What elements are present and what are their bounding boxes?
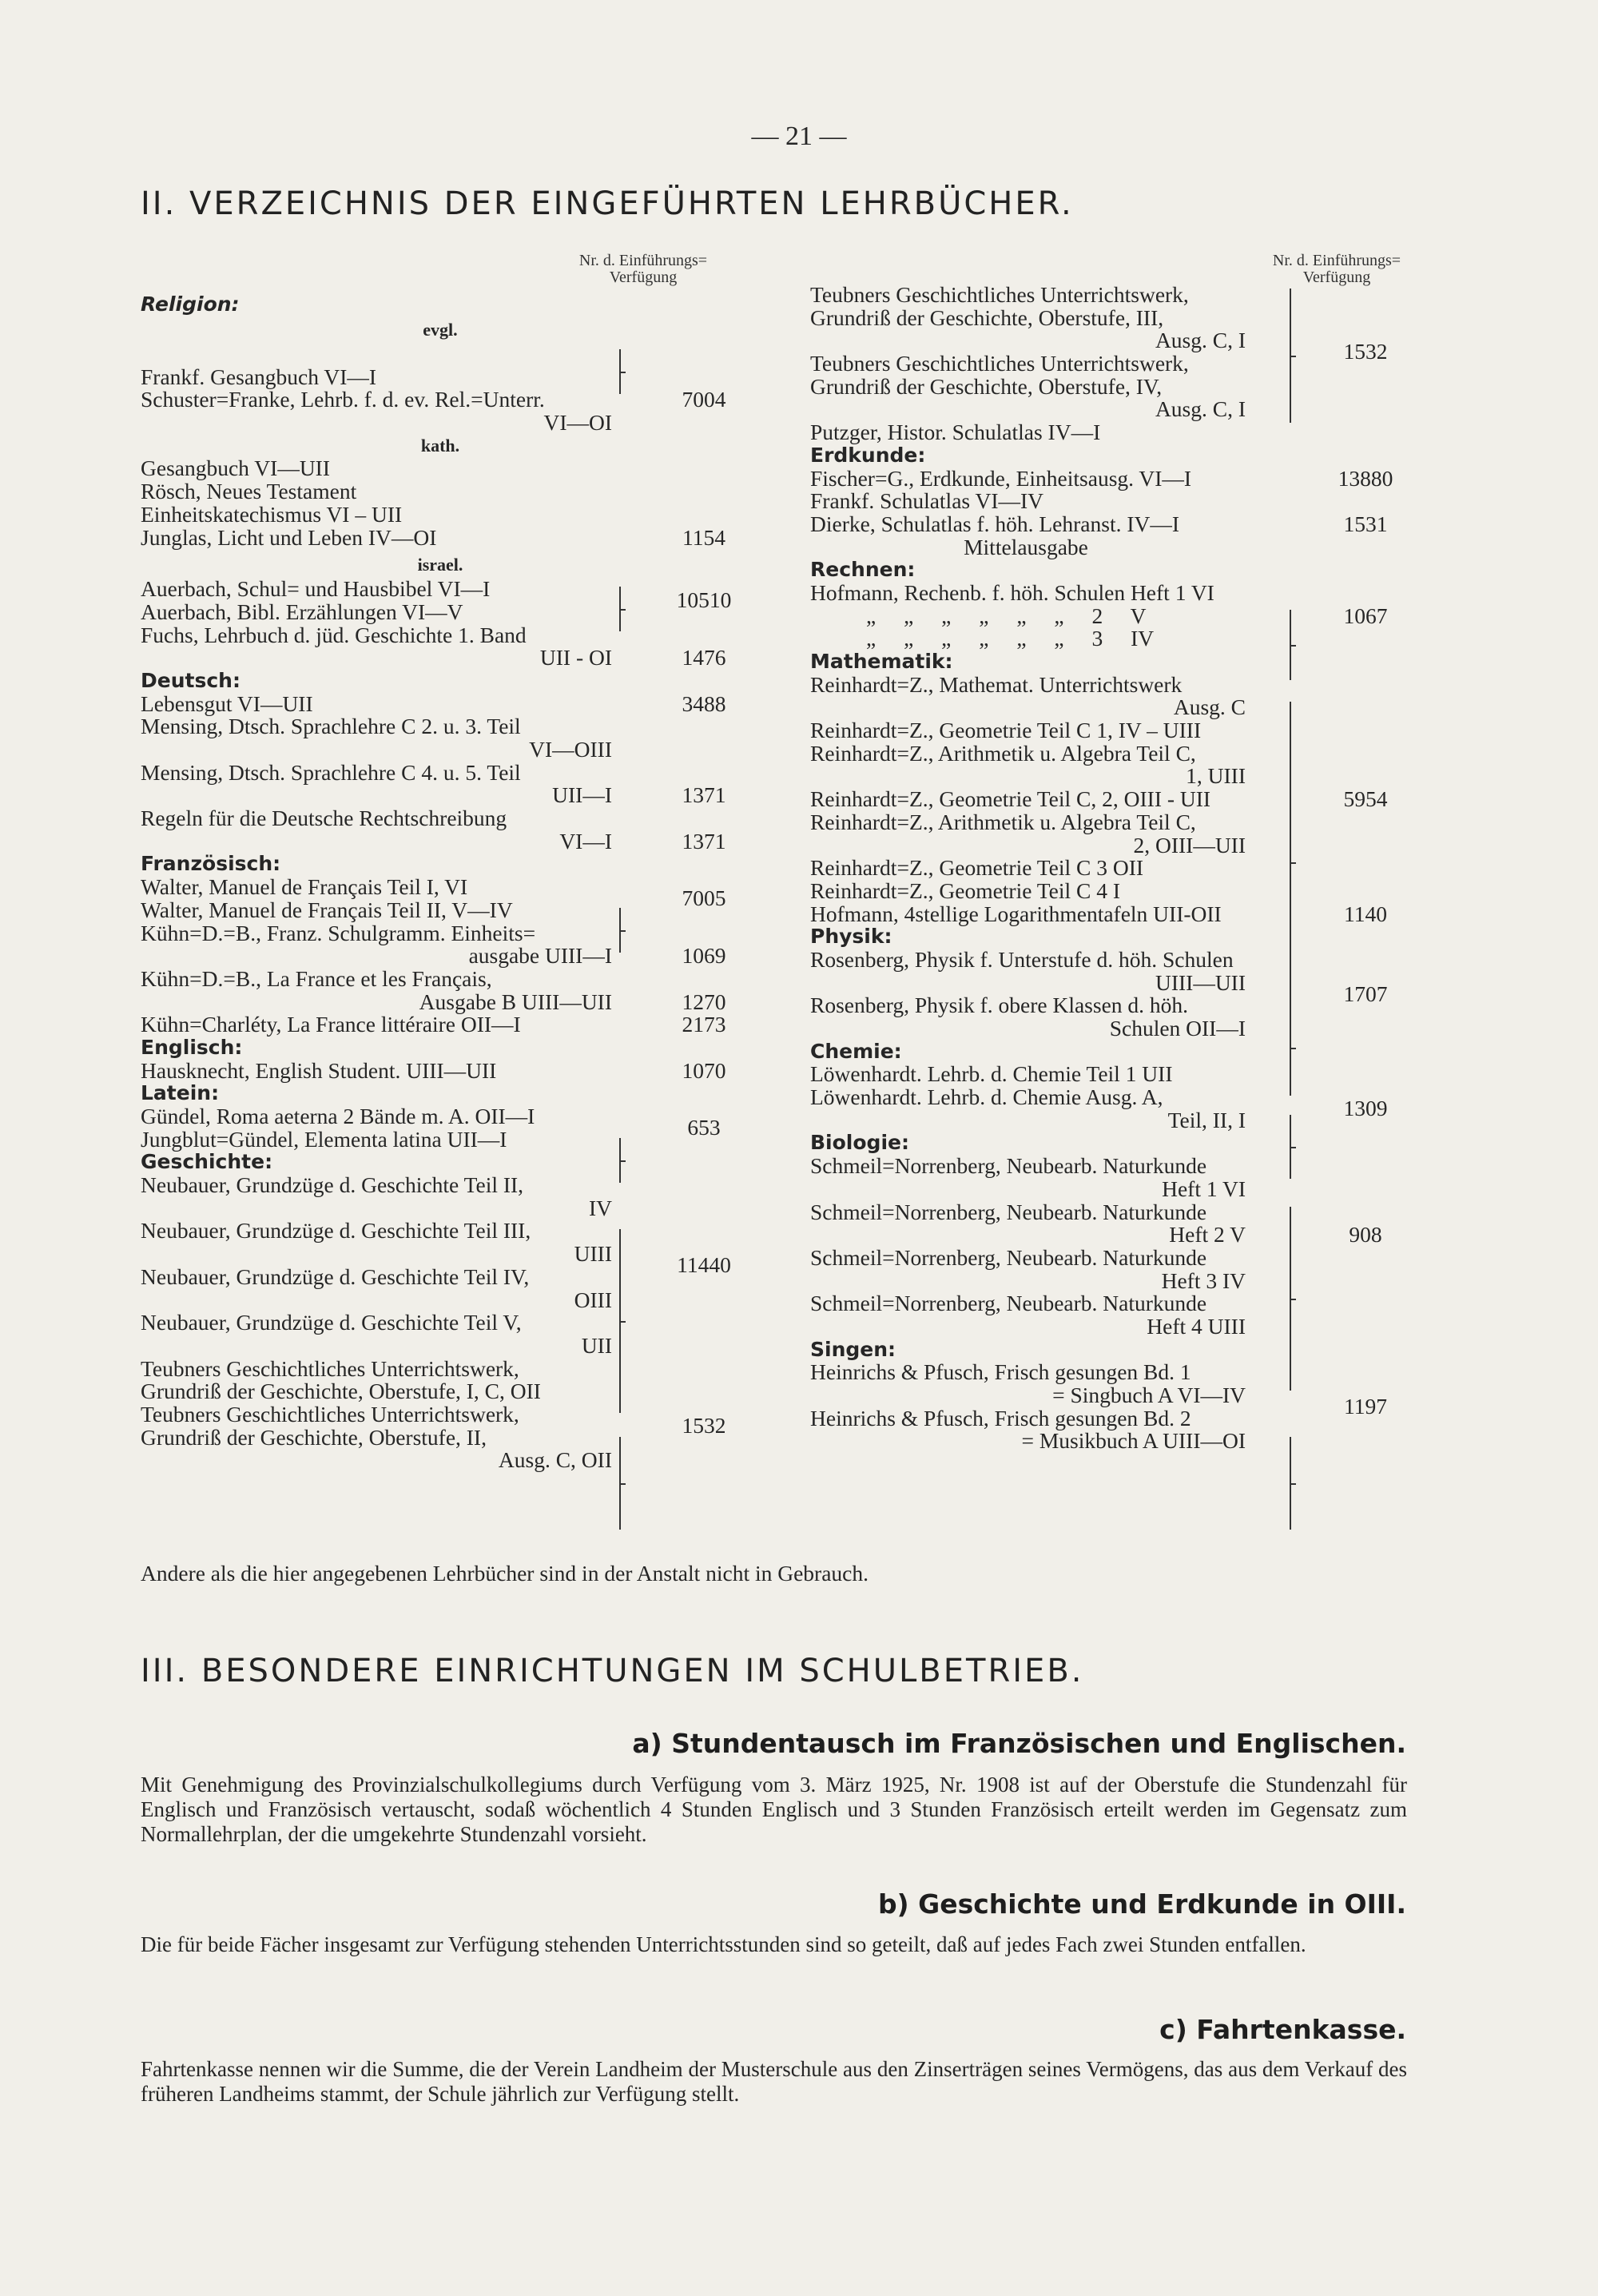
decree-number: 1707 xyxy=(1343,981,1388,1006)
book-line: Ausg. C, I xyxy=(1155,328,1246,353)
heading-physik: Physik: xyxy=(810,925,892,949)
heading-rechnen: Rechnen: xyxy=(810,558,916,582)
decree-number: 1154 xyxy=(682,524,725,550)
decree-number: 1371 xyxy=(682,782,726,808)
decree-number: 1140 xyxy=(1344,901,1387,926)
subsection-a-title: a) Stundentausch im Französischen und Englischen. xyxy=(632,1728,1406,1759)
book-line: Kühn=D.=B., La France et les Français, xyxy=(141,965,492,991)
book-line: Heinrichs & Pfusch, Frisch gesungen Bd. 2 xyxy=(810,1405,1191,1431)
subsection-c-title: c) Fahrtenkasse. xyxy=(1159,2014,1406,2045)
brace xyxy=(619,1138,621,1183)
book-line: Kühn=D.=B., Franz. Schulgramm. Einheits= xyxy=(141,920,536,945)
brace xyxy=(1290,1437,1291,1530)
decree-number: 7005 xyxy=(682,885,726,911)
book-line: Reinhardt=Z., Mathemat. Unterrichtswerk xyxy=(810,671,1183,697)
brace xyxy=(1290,1207,1291,1391)
decree-number: 653 xyxy=(687,1115,721,1140)
book-line: Reinhardt=Z., Arithmetik u. Algebra Teil C, xyxy=(810,740,1196,766)
book-line: Ausg. C, OII xyxy=(498,1447,612,1473)
book-line: Putzger, Histor. Schulatlas IV—I xyxy=(810,420,1101,445)
book-line: Hofmann, Rechenb. f. höh. Schulen Heft 1 VI xyxy=(810,579,1214,605)
decree-number: 1309 xyxy=(1343,1096,1388,1121)
heading-religion: Religion: xyxy=(141,292,240,316)
book-line: Teubners Geschichtliches Unterrichtswerk, xyxy=(141,1401,519,1427)
section-ii-title: II. VERZEICHNIS DER EINGEFÜHRTEN LEHRBÜCHER. xyxy=(141,185,1074,222)
book-line: Heft 3 IV xyxy=(1161,1267,1246,1293)
book-line: Teil, II, I xyxy=(1167,1107,1246,1132)
book-line: Kühn=Charléty, La France littéraire OII—I xyxy=(141,1012,521,1037)
book-line: Heft 4 UIII xyxy=(1147,1313,1246,1339)
decree-number: 5954 xyxy=(1343,786,1388,812)
book-line: VI—I xyxy=(559,828,612,854)
book-line: VI—OIII xyxy=(529,737,612,762)
book-line: Walter, Manuel de Français Teil I, VI xyxy=(141,874,468,900)
brace xyxy=(619,1437,621,1530)
book-line: Reinhardt=Z., Geometrie Teil C 3 OII xyxy=(810,855,1144,881)
book-line: Heft 2 V xyxy=(1169,1222,1246,1247)
book-line: Schmeil=Norrenberg, Neubearb. Naturkunde xyxy=(810,1153,1207,1179)
page-number: — 21 — xyxy=(751,121,847,151)
book-line: Frankf. Gesangbuch VI—I xyxy=(141,364,377,389)
book-line: Schuster=Franke, Lehrb. f. d. ev. Rel.=Unterr. xyxy=(141,387,545,412)
decree-number: 7004 xyxy=(682,387,726,412)
heading-englisch: Englisch: xyxy=(141,1035,243,1059)
left-column-header-line2: Verfügung xyxy=(609,269,678,286)
brace xyxy=(1290,702,1291,1023)
book-line: Junglas, Licht und Leben IV—OI xyxy=(141,524,437,550)
decree-number: 1371 xyxy=(682,828,726,854)
brace xyxy=(619,587,621,631)
book-line: Grundriß der Geschichte, Oberstufe, IV, xyxy=(810,373,1163,399)
book-line: Auerbach, Bibl. Erzählungen VI—V xyxy=(141,599,463,624)
book-line: Fuchs, Lehrbuch d. jüd. Geschichte 1. Band xyxy=(141,622,527,647)
heading-biologie: Biologie: xyxy=(810,1131,909,1155)
decree-number: 1532 xyxy=(1343,339,1388,364)
book-line: = Singbuch A VI—IV xyxy=(1052,1383,1246,1407)
book-line: Reinhardt=Z., Geometrie Teil C 4 I xyxy=(810,877,1121,903)
heading-geschichte: Geschichte: xyxy=(141,1150,273,1174)
heading-singen: Singen: xyxy=(810,1337,896,1361)
book-line: Rosenberg, Physik f. Unterstufe d. höh. Schulen xyxy=(810,946,1234,972)
footnote: Andere als die hier angegebenen Lehrbücher sind in der Anstalt nicht in Gebrauch. xyxy=(141,1561,869,1586)
book-line: Ausgabe B UIII—UII xyxy=(419,989,612,1014)
decree-number: 13880 xyxy=(1338,465,1393,491)
brace xyxy=(1290,288,1291,423)
book-line: Neubauer, Grundzüge d. Geschichte Teil III, xyxy=(141,1218,531,1244)
right-column-header-line1: Nr. d. Einführungs= xyxy=(1272,252,1401,269)
left-column-header xyxy=(559,253,727,286)
book-line: UIII xyxy=(574,1241,612,1267)
book-line: UII—I xyxy=(552,782,612,808)
book-line: Teubners Geschichtliches Unterrichtswerk, xyxy=(810,351,1189,376)
subsection-b-title: b) Geschichte und Erdkunde in OIII. xyxy=(877,1888,1406,1920)
decree-number: 10510 xyxy=(676,587,732,613)
section-iii-title: III. BESONDERE EINRICHTUNGEN IM SCHULBETRIEB. xyxy=(141,1653,1084,1689)
decree-number: 1197 xyxy=(1344,1394,1387,1419)
decree-number: 1531 xyxy=(1343,511,1388,536)
book-line: Rösch, Neues Testament xyxy=(141,479,357,504)
book-line: Hofmann, 4stellige Logarithmentafeln UII-OII xyxy=(810,901,1222,926)
book-line: UIII—UII xyxy=(1155,969,1246,995)
book-line: Teubners Geschichtliches Unterrichtswerk, xyxy=(810,282,1189,307)
book-line: Grundriß der Geschichte, Oberstufe, I, C, OII xyxy=(141,1379,541,1404)
book-line: IV xyxy=(588,1195,612,1220)
heading-chemie: Chemie: xyxy=(810,1039,902,1063)
decree-number: 3488 xyxy=(682,690,726,716)
book-line: Neubauer, Grundzüge d. Geschichte Teil II, xyxy=(141,1172,524,1198)
book-line: Lebensgut VI—UII xyxy=(141,690,313,716)
book-line: Hausknecht, English Student. UIII—UII xyxy=(141,1057,497,1083)
brace xyxy=(619,1229,621,1413)
right-column-header-line2: Verfügung xyxy=(1302,269,1371,286)
decree-number: 11440 xyxy=(677,1252,731,1278)
book-line: Schmeil=Norrenberg, Neubearb. Naturkunde xyxy=(810,1291,1207,1316)
book-line: Ausg. C, I xyxy=(1155,396,1246,422)
book-line: Schmeil=Norrenberg, Neubearb. Naturkunde xyxy=(810,1199,1207,1224)
book-line: Jungblut=Gündel, Elementa latina UII—I xyxy=(141,1126,507,1152)
book-line: Grundriß der Geschichte, Oberstufe, II, xyxy=(141,1424,487,1450)
brace xyxy=(1290,610,1291,680)
book-line: Löwenhardt. Lehrb. d. Chemie Ausg. A, xyxy=(810,1084,1163,1110)
decree-number: 1270 xyxy=(682,989,726,1014)
book-line: Neubauer, Grundzüge d. Geschichte Teil V, xyxy=(141,1310,522,1335)
book-line: = Musikbuch A UIII—OI xyxy=(1021,1428,1246,1454)
book-line: „ „ „ „ „ „ 2 V xyxy=(866,603,1147,628)
heading-deutsch: Deutsch: xyxy=(141,668,240,692)
book-line: Walter, Manuel de Français Teil II, V—IV xyxy=(141,897,513,922)
book-line: Heft 1 VI xyxy=(1162,1176,1246,1201)
brace xyxy=(619,908,621,953)
book-line: Mittelausgabe xyxy=(964,534,1088,559)
right-book-column xyxy=(810,284,1433,1453)
book-line: Fischer=G., Erdkunde, Einheitsausg. VI—I xyxy=(810,465,1192,491)
book-line: Löwenhardt. Lehrb. d. Chemie Teil 1 UII xyxy=(810,1061,1173,1087)
right-column-header xyxy=(1253,253,1421,286)
book-line: ausgabe UIII—I xyxy=(468,943,612,969)
book-line: Grundriß der Geschichte, Oberstufe, III, xyxy=(810,304,1164,330)
book-line: Auerbach, Schul= und Hausbibel VI—I xyxy=(141,576,491,602)
left-column-header-line1: Nr. d. Einführungs= xyxy=(578,252,708,269)
decree-number: 1069 xyxy=(682,943,726,969)
book-line: Mensing, Dtsch. Sprachlehre C 2. u. 3. Teil xyxy=(141,714,521,739)
book-line: Frankf. Schulatlas VI—IV xyxy=(810,488,1044,514)
subsection-b-text: Die für beide Fächer insgesamt zur Verfügung stehenden Unterrichtsstunden sind so geteilt, daß auf jedes Fach zwei Stunden entfallen. xyxy=(141,1932,1306,1956)
book-line: Ausg. C xyxy=(1173,694,1246,720)
brace xyxy=(1290,1000,1291,1096)
decree-number: 1532 xyxy=(682,1412,726,1438)
decree-number: 1070 xyxy=(682,1057,726,1083)
decree-number: 1067 xyxy=(1343,603,1388,628)
subheading-kath: kath. xyxy=(420,435,460,456)
book-line: Mensing, Dtsch. Sprachlehre C 4. u. 5. Teil xyxy=(141,759,521,785)
brace xyxy=(1290,1115,1291,1179)
book-line: „ „ „ „ „ „ 3 IV xyxy=(866,626,1155,651)
book-line: Reinhardt=Z., Geometrie Teil C 1, IV – UIII xyxy=(810,718,1202,743)
book-line: Reinhardt=Z., Arithmetik u. Algebra Teil C, xyxy=(810,809,1196,834)
brace xyxy=(619,349,621,394)
heading-franzoesisch: Französisch: xyxy=(141,852,281,876)
book-line: OIII xyxy=(574,1287,612,1312)
book-line: 2, OIII—UII xyxy=(1133,832,1246,858)
heading-erdkunde: Erdkunde: xyxy=(810,443,926,467)
heading-latein: Latein: xyxy=(141,1081,220,1105)
book-line: Gesangbuch VI—UII xyxy=(141,456,330,481)
decree-number: 908 xyxy=(1349,1222,1382,1247)
book-line: Gündel, Roma aeterna 2 Bände m. A. OII—I xyxy=(141,1104,535,1128)
book-line: UII xyxy=(581,1332,612,1358)
heading-mathematik: Mathematik: xyxy=(810,650,953,673)
subsection-a-text: Mit Genehmigung des Provinzialschulkollegiums durch Verfügung vom 3. März 1925, Nr. 1908 ist auf der Oberstufe die Stundenzahl für Englisch und Französisch vertauscht, sodaß wöchentlich 4 Stunden Englisch und 3 Stunden Französisch erteilt werden im Gegensatz zum Normallehrplan, der die umgekehrte Stundenzahl vorsieht. xyxy=(141,1773,1407,1846)
book-line: Rosenberg, Physik f. obere Klassen d. höh. xyxy=(810,993,1189,1018)
book-line: Schulen OII—I xyxy=(1109,1016,1246,1041)
book-line: Regeln für die Deutsche Rechtschreibung xyxy=(141,806,507,831)
book-line: Heinrichs & Pfusch, Frisch gesungen Bd. 1 xyxy=(810,1359,1191,1385)
subheading-evgl: evgl. xyxy=(423,320,458,340)
book-line: Einheitskatechismus VI – UII xyxy=(141,501,403,527)
decree-number: 1476 xyxy=(682,645,726,670)
book-line: UII - OI xyxy=(539,645,612,670)
book-line: VI—OI xyxy=(543,410,612,436)
book-line: Reinhardt=Z., Geometrie Teil C, 2, OIII - UII xyxy=(810,786,1211,812)
book-line: Schmeil=Norrenberg, Neubearb. Naturkunde xyxy=(810,1244,1207,1270)
subheading-israel: israel. xyxy=(417,555,463,575)
subsection-c-text: Fahrtenkasse nennen wir die Summe, die der Verein Landheim der Musterschule aus den Zinserträgen seines Vermögens, das aus dem Verkauf des früheren Landheims stammt, der Schule jährlich zur Verfügung stellt. xyxy=(141,2057,1407,2106)
book-line: 1, UIII xyxy=(1186,763,1246,789)
book-line: Teubners Geschichtliches Unterrichtswerk, xyxy=(141,1355,519,1381)
book-line: Neubauer, Grundzüge d. Geschichte Teil IV, xyxy=(141,1263,530,1289)
left-book-column xyxy=(141,284,788,1472)
decree-number: 2173 xyxy=(682,1012,726,1037)
book-line: Dierke, Schulatlas f. höh. Lehranst. IV—I xyxy=(810,511,1180,536)
